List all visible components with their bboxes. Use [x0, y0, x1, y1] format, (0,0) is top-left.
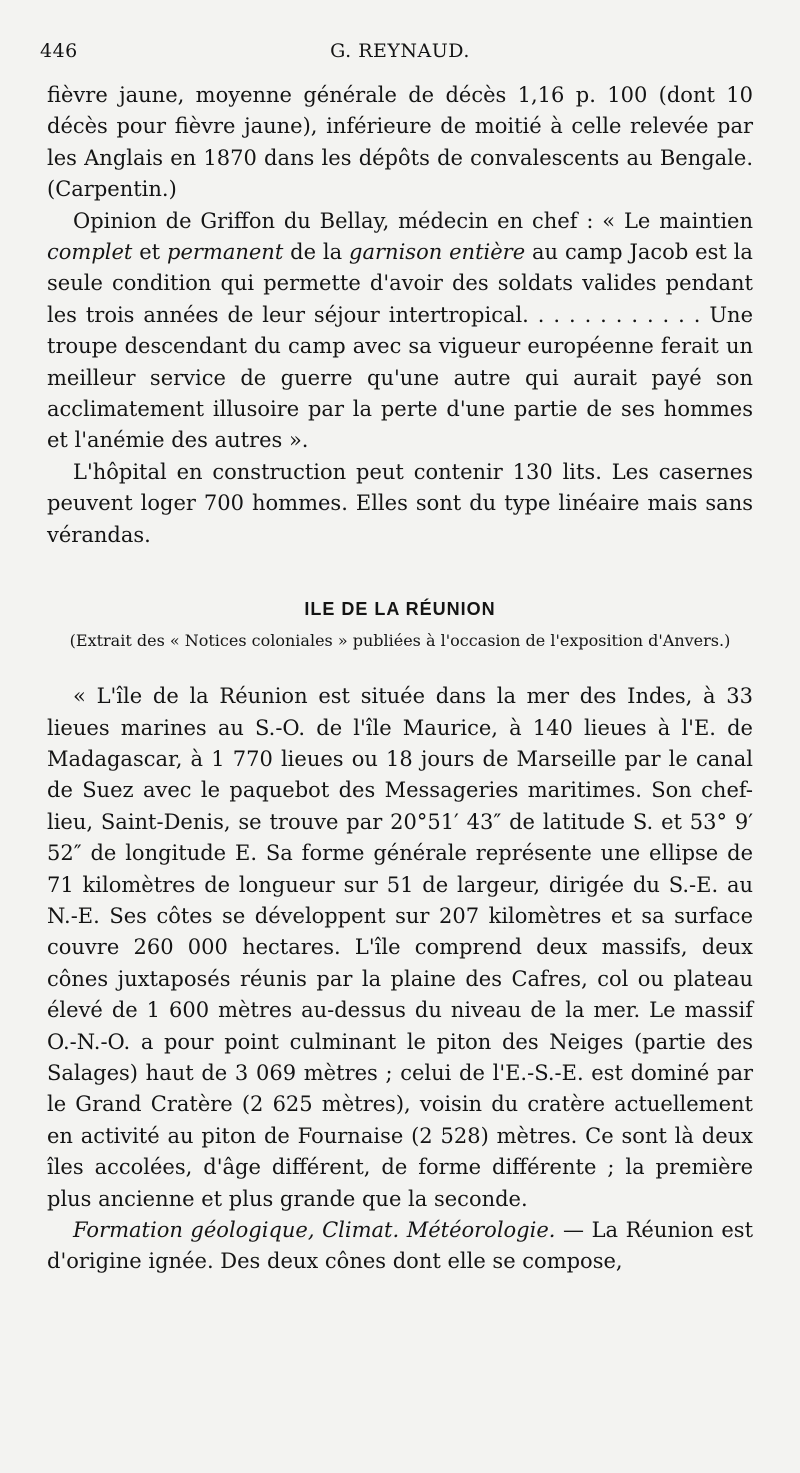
paragraph-geology — [47, 1215, 753, 1278]
emphasis-permanent: permanent — [167, 240, 284, 265]
section-source-note: (Extrait des « Notices coloniales » publiées à l'occasion de l'exposition d'Anvers.) — [69, 631, 731, 651]
paragraph-hospital: L'hôpital en construction peut contenir 130 lits. Les casernes peuvent loger 700 hommes. Elles sont du type linéaire mais sans vérandas. — [47, 459, 753, 547]
opinion-rest: au camp Jacob est la seule condition qui permette d'avoir des soldats valides pendant les trois années de leur séjour intertropical. . . . . . . . . . . . Une troupe descendant du camp avec sa vigueur européenne ferait un meilleur service de guerre qu'une autre qui aurait payé son acclimatement illusoire par la perte d'une partie de ses hommes et l'anémie des autres ». — [47, 240, 753, 453]
paragraph-fever-statistics: fièvre jaune, moyenne générale de décès 1,16 p. 100 (dont 10 décès pour fièvre jaune), inférieure de moitié à celle relevée par les Anglais en 1870 dans les dépôts de convalescents au Bengale. (Carpentin.) — [47, 83, 753, 202]
section-heading: ILE DE LA RÉUNION — [304, 599, 496, 620]
opinion-connector-1: et — [139, 240, 161, 265]
paragraph-reunion-description: « L'île de la Réunion est située dans la mer des Indes, à 33 lieues marines au S.-O. de l'île Maurice, à 140 lieues à l'E. de Madagascar, à 1 770 lieues ou 18 jours de Marseille par le canal de Suez avec le paquebot des Messageries maritimes. Son chef-lieu, Saint-Denis, se trouve par 20°51′ 43″ de latitude S. et 53° 9′ 52″ de longitude E. Sa forme générale représente une ellipse de 71 kilomètres de longueur sur 51 de largeur, dirigée du S.-E. au N.-E. Ses côtes se développent sur 207 kilomètres et sa surface couvre 260 000 hectares. L'île comprend deux massifs, deux cônes juxtaposés réunis par la plaine des Cafres, col ou plateau élevé de 1 600 mètres au-dessus du niveau de la mer. Le massif O.-N.-O. a pour point culminant le piton des Neiges (partie des Salages) haut de 3 069 mètres ; celui de l'E.-S.-E. est dominé par le Grand Cratère (2 625 mètres), voisin du cratère actuellement en activité au piton de Fournaise (2 528) mètres. Ce sont là deux îles accolées, d'âge différent, de forme différente ; la première plus ancienne et plus grande que la seconde. — [47, 684, 753, 1211]
opinion-intro: Opinion de Griffon du Bellay, médecin en chef : « Le maintien — [73, 208, 753, 233]
page-number: 446 — [40, 40, 78, 62]
emphasis-garnison: garnison entière — [349, 240, 526, 265]
page-body — [47, 80, 753, 1278]
page-header — [40, 40, 760, 70]
paragraph-griffon-opinion — [47, 206, 753, 457]
running-head: G. REYNAUD. — [330, 40, 470, 62]
geology-subheading: Formation géologique, Climat. Météorologie. — [73, 1218, 556, 1242]
emphasis-complet: complet — [47, 240, 133, 265]
opinion-connector-2: de la — [290, 240, 343, 265]
geology-text: — La Réunion est d'origine ignée. Des deux cônes dont elle se compose, — [47, 1218, 754, 1274]
